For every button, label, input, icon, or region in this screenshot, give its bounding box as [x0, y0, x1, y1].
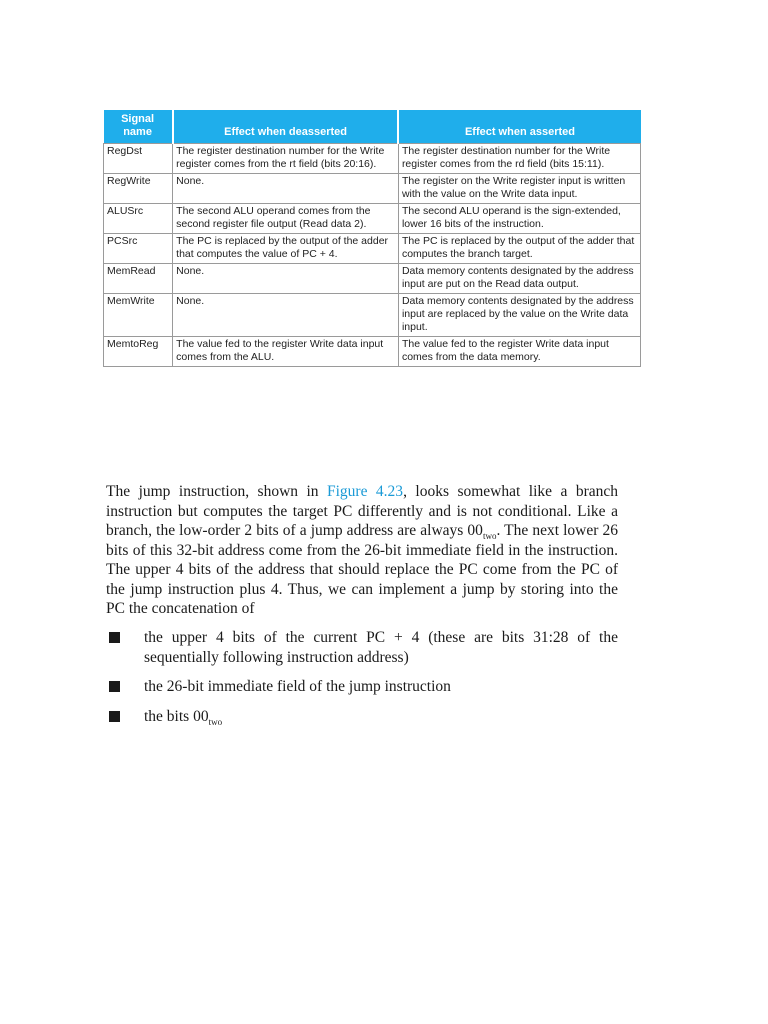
- header-deasserted: Effect when deasserted: [173, 110, 399, 144]
- cell-asserted: The value fed to the register Write data input comes from the data memory.: [398, 337, 640, 367]
- bullet-text: the bits 00: [144, 707, 209, 725]
- cell-signal: MemtoReg: [104, 337, 173, 367]
- table-row: [104, 294, 641, 337]
- paragraph-text-3: . The next lower 26 bits of this 32-bit address come from the 26-bit immediate field in the instruction. The upper 4 bits of the address that should replace the PC come from the PC of the jump instruction plus 4. Thus, we can implement a jump by storing into the PC the concatenation of: [106, 522, 619, 617]
- cell-signal: RegWrite: [104, 174, 173, 204]
- list-item: [106, 677, 618, 697]
- bullet-text: the 26-bit immediate field of the jump instruction: [144, 678, 451, 695]
- list-item: [106, 628, 618, 667]
- cell-signal: ALUSrc: [104, 204, 173, 234]
- control-signals-table: [103, 110, 641, 367]
- cell-asserted: The second ALU operand is the sign-extended, lower 16 bits of the instruction.: [398, 204, 640, 234]
- table-row: [104, 264, 641, 294]
- cell-asserted: The PC is replaced by the output of the adder that computes the branch target.: [398, 234, 640, 264]
- table-row: [104, 174, 641, 204]
- table-row: [104, 337, 641, 367]
- header-asserted: Effect when asserted: [398, 110, 640, 144]
- table-row: [104, 144, 641, 174]
- concatenation-list: [106, 628, 618, 736]
- square-bullet-icon: [109, 632, 120, 643]
- header-signal-name: Signal name: [104, 110, 173, 144]
- square-bullet-icon: [109, 681, 120, 692]
- cell-deasserted: None.: [173, 264, 399, 294]
- jump-instruction-paragraph: [106, 482, 618, 619]
- cell-deasserted: The second ALU operand comes from the second register file output (Read data 2).: [173, 204, 399, 234]
- list-item: [106, 707, 618, 727]
- bullet-text: the upper 4 bits of the current PC + 4 (these are bits 31:28 of the sequentially following instruction address): [144, 629, 618, 666]
- table-row: [104, 234, 641, 264]
- cell-asserted: Data memory contents designated by the address input are put on the Read data output.: [398, 264, 640, 294]
- paragraph-text-2: , looks somewhat like a branch instruction but computes the target PC differently and is not conditional. Like a branch, the low-order 2 bits of a jump address are always 00: [106, 483, 618, 539]
- cell-signal: PCSrc: [104, 234, 173, 264]
- paragraph-text-1: The jump instruction, shown in: [106, 483, 327, 500]
- cell-deasserted: The value fed to the register Write data input comes from the ALU.: [173, 337, 399, 367]
- figure-link[interactable]: Figure 4.23: [327, 483, 404, 500]
- subscript-two: two: [208, 716, 223, 727]
- cell-deasserted: The register destination number for the Write register comes from the rt field (bits 20:16).: [173, 144, 399, 174]
- square-bullet-icon: [109, 711, 120, 722]
- cell-deasserted: None.: [173, 174, 399, 204]
- cell-asserted: The register destination number for the Write register comes from the rd field (bits 15:11).: [398, 144, 640, 174]
- cell-signal: MemWrite: [104, 294, 173, 337]
- cell-signal: RegDst: [104, 144, 173, 174]
- cell-asserted: Data memory contents designated by the address input are replaced by the value on the Write data input.: [398, 294, 640, 337]
- subscript-two: two: [482, 531, 497, 541]
- cell-deasserted: The PC is replaced by the output of the adder that computes the value of PC + 4.: [173, 234, 399, 264]
- cell-asserted: The register on the Write register input is written with the value on the Write data input.: [398, 174, 640, 204]
- table-header-row: [104, 110, 641, 144]
- cell-signal: MemRead: [104, 264, 173, 294]
- table-row: [104, 204, 641, 234]
- cell-deasserted: None.: [173, 294, 399, 337]
